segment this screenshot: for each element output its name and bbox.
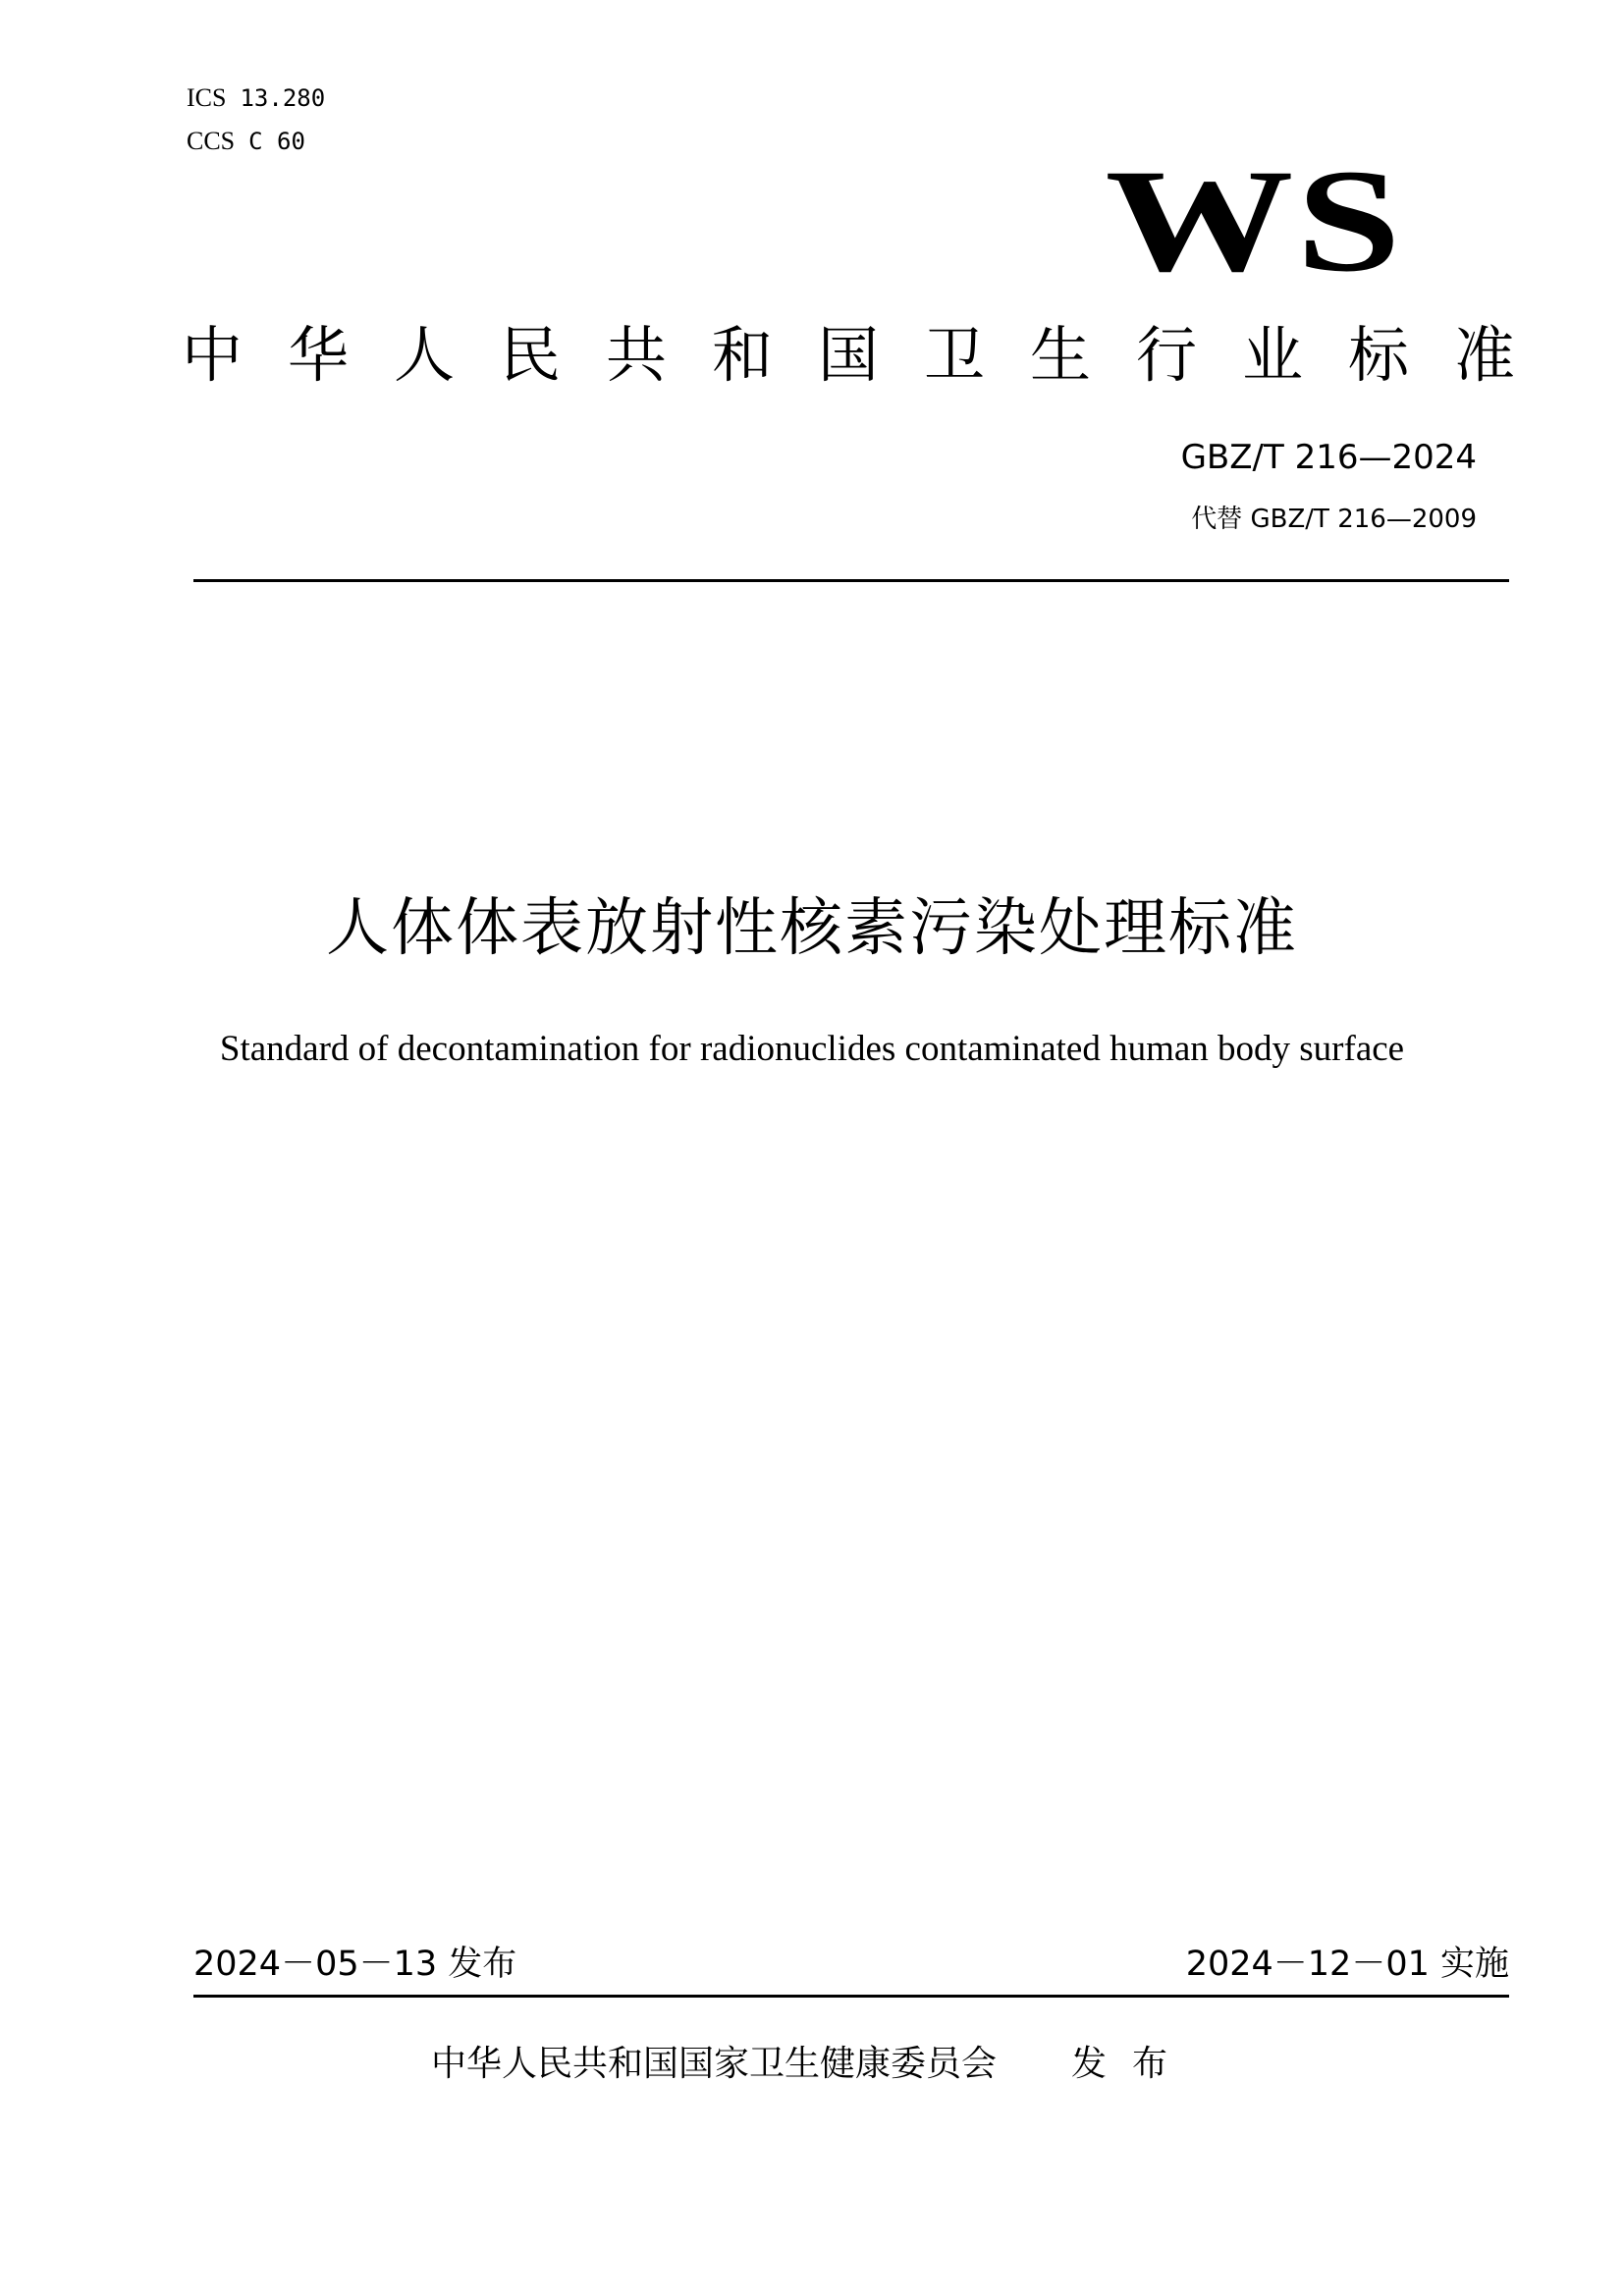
ws-logo-mark: WS	[1105, 139, 1403, 302]
ccs-code: C 60	[248, 128, 305, 155]
standard-number: GBZ/T 216—2024	[1180, 438, 1477, 477]
ics-label: ICS	[187, 83, 227, 112]
bottom-divider	[193, 1995, 1509, 1998]
classification-codes	[187, 77, 325, 163]
issue-date: 2024－05－13 发布	[193, 1945, 517, 1984]
replaces-standard: 代替 GBZ/T 216—2009	[1191, 505, 1477, 534]
ics-code: 13.280	[240, 84, 326, 112]
document-title-zh: 人体体表放射性核素污染处理标准	[326, 892, 1298, 965]
top-divider	[193, 579, 1509, 582]
ccs-line	[187, 120, 325, 163]
publish-action: 发布	[1071, 2044, 1194, 2084]
implementation-date: 2024－12－01 实施	[1185, 1945, 1509, 1984]
publisher-name: 中华人民共和国国家卫生健康委员会	[430, 2044, 997, 2084]
ccs-label: CCS	[187, 127, 236, 155]
document-title-en: Standard of decontamination for radionuclides contaminated human body surface	[219, 1029, 1405, 1069]
standard-category-title: 中华人民共和国卫生行业标准	[182, 319, 1561, 391]
ics-line	[187, 77, 325, 120]
publisher-line	[0, 2040, 1624, 2089]
